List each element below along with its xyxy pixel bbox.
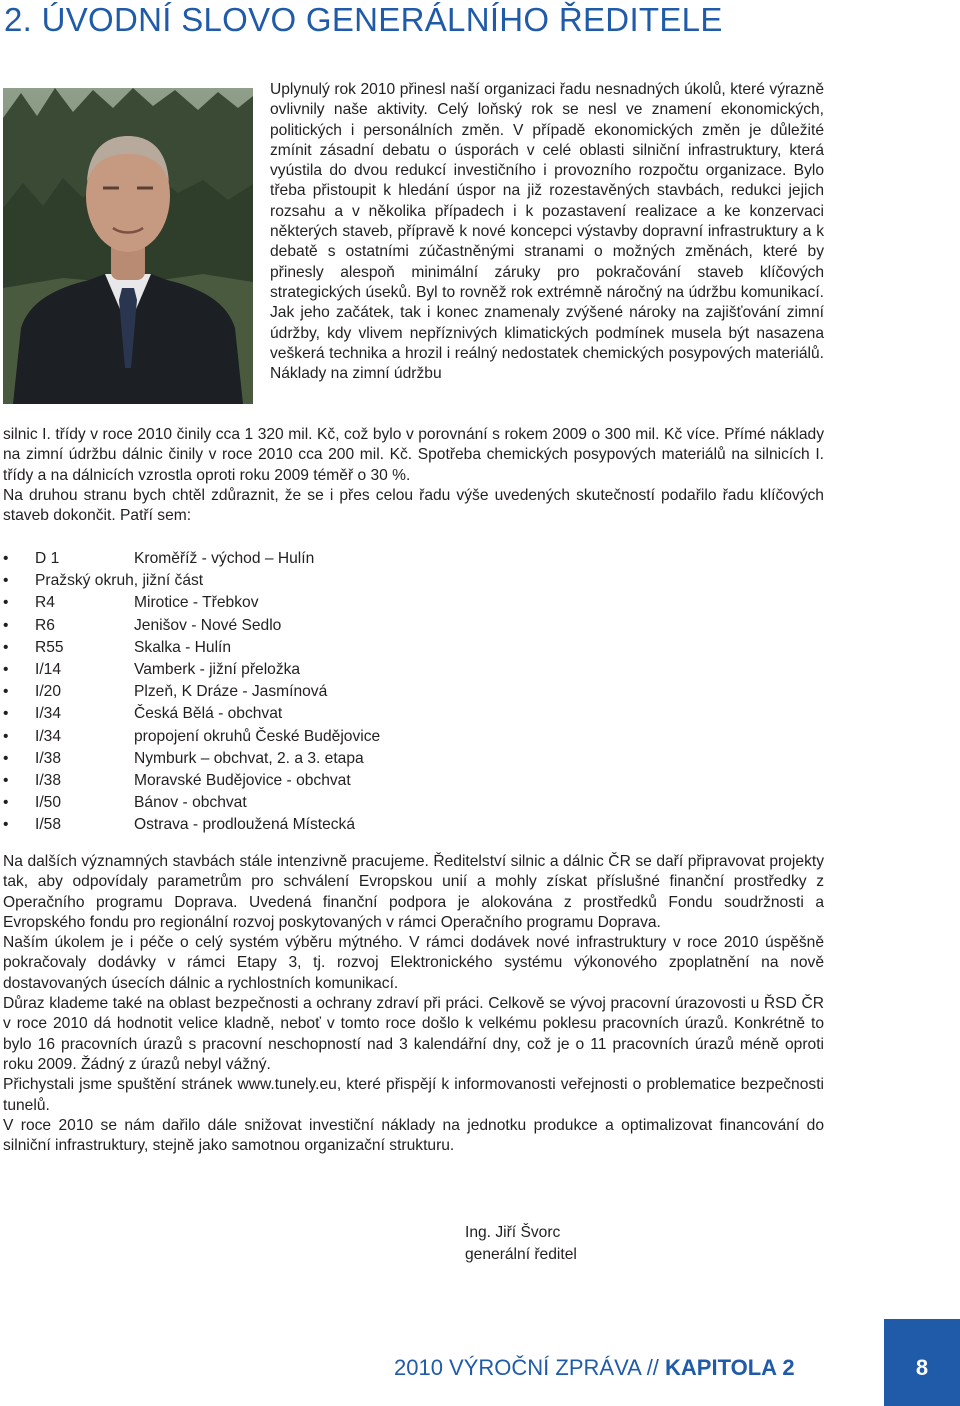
page-heading: 2. ÚVODNÍ SLOVO GENERÁLNÍHO ŘEDITELE (4, 1, 723, 38)
road-code: I/20 (35, 683, 62, 701)
bullet-icon: • (3, 594, 9, 612)
list-item (3, 726, 503, 748)
project-name: Vamberk - jižní přeložka (134, 660, 301, 678)
list-item (3, 570, 503, 592)
bullet-icon: • (3, 638, 9, 656)
project-name: Skalka - Hulín (134, 638, 232, 656)
road-code: I/34 (35, 705, 62, 723)
footer-title (394, 1354, 795, 1382)
page-number: 8 (915, 1355, 929, 1380)
project-name: Moravské Budějovice - obchvat (134, 771, 351, 789)
costs-paragraph: V roce 2010 se nám dařilo dále snižovat investiční náklady na jednotku produkce a optimalizovat financování do silniční infrastruktury, stejně jako samotnou organizační strukturu. (3, 1116, 824, 1155)
project-name: Ostrava - prodloužená Místecká (134, 816, 356, 834)
road-code: R6 (35, 616, 55, 634)
road-code: I/34 (35, 727, 62, 745)
road-code: Pražský okruh, jižní část (35, 572, 204, 590)
signatory-role: generální ředitel (465, 1246, 577, 1263)
project-name: Jenišov - Nové Sedlo (134, 616, 282, 634)
road-code: D 1 (35, 550, 60, 567)
project-name: Nymburk – obchvat, 2. a 3. etapa (134, 749, 364, 767)
bullet-icon: • (3, 727, 9, 745)
tunnels-paragraph: Přichystali jsme spuštění stránek www.tunely.eu, které přispějí k informovanosti veřejnosti o problematice bezpečnosti tunelů. (3, 1076, 824, 1114)
list-item (3, 792, 503, 814)
road-code: I/38 (35, 771, 62, 789)
project-name: Mirotice - Třebkov (134, 594, 259, 612)
list-item (3, 814, 503, 836)
road-code: I/58 (35, 816, 62, 834)
bullet-icon: • (3, 660, 9, 678)
intro-continuation (3, 425, 824, 526)
safety-paragraph: Důraz klademe také na oblast bezpečnosti a ochrany zdraví při práci. Celkově se vývoj pracovní úrazovosti u ŘSD ČR v roce 2010 dá hodnotit velice kladně, neboť v tomto roce došlo k velkému poklesu pracovních úrazů. Konkrétně to bylo 16 pracovních úrazů s pracovní neschopností nad 3 kalendářní dny, což je o 11 pracovních úrazů méně oproti roku 2009. Žádný z úrazů nebyl vážný. (3, 995, 824, 1073)
road-code: R55 (35, 638, 64, 656)
bullet-icon: • (3, 749, 9, 767)
bullet-icon: • (3, 771, 9, 789)
director-portrait (3, 88, 253, 404)
list-item (3, 592, 503, 614)
bullet-icon: • (3, 616, 9, 634)
list-item (3, 548, 503, 570)
completed-projects-list (3, 548, 503, 836)
completed-projects-intro: Na druhou stranu bych chtěl zdůraznit, že se i přes celou řadu výše uvedených skutečností podařilo řadu klíčových staveb dokončit. Patří sem: (3, 486, 824, 525)
road-code: I/38 (35, 749, 62, 767)
bullet-icon: • (3, 683, 9, 701)
list-item (3, 681, 503, 703)
intro-paragraph: Uplynulý rok 2010 přinesl naší organizaci řadu nesnadných úkolů, které výrazně ovlivnily naše aktivity. Celý loňský rok se nesl ve znamení ekonomických, politických i personálních změn. V případě ekonomických změn je důležité zmínit zásadní debatu o úsporách v celé oblasti silniční infrastruktury, která vyústila do dvou redukcí investičního i provozního rozpočtu organizace. Bylo třeba přistoupit k hledání úspor na již rozestavěných stavbách, redukci jejich rozsahu a v několika případech i k pozastavení realizace a ke konzervaci některých staveb, přípravě k nové koncepci výstavby dopravní infrastruktury a k debatě s ostatními zúčastněnými stranami o možných změnách, které by přinesly alespoň minimální záruky pro pokračování staveb klíčových strategických úseků. Byl to rovněž rok extrémně náročný na údržbu komunikací. Jak jeho začátek, tak i konec znamenaly zvýšené nároky na zajišťování zimní údržby, kdy vlivem nepříznivých klimatických podmínek musela být nasazena veškerá technika a hrozil i reálný nedostatek chemických posypových materiálů. Náklady na zimní údržbu (270, 81, 824, 383)
page-number-box (884, 1319, 960, 1406)
bullet-icon: • (3, 550, 9, 567)
signatory-name: Ing. Jiří Švorc (465, 1224, 561, 1241)
list-item (3, 703, 503, 725)
project-name: Kroměříž - východ – Hulín (134, 550, 315, 567)
project-name: Česká Bělá - obchvat (134, 705, 283, 723)
list-item (3, 615, 503, 637)
road-code: I/14 (35, 660, 62, 678)
closing-section (3, 852, 824, 1156)
project-name: Plzeň, K Dráze - Jasmínová (134, 683, 328, 701)
signature-block (465, 1222, 577, 1266)
road-code: I/50 (35, 794, 62, 812)
project-name: propojení okruhů České Budějovice (134, 727, 381, 745)
bullet-icon: • (3, 705, 9, 723)
bullet-icon: • (3, 794, 9, 812)
list-item (3, 770, 503, 792)
funding-paragraph: Na dalších významných stavbách stále intenzivně pracujeme. Ředitelství silnic a dálnic ČR se daří připravovat projekty tak, aby odpovídaly parametrům pro schválení Evropskou unií a mohly získat příslušné finanční prostředky z Operačního programu Doprava. Uvedená finanční podpora je alokována z prostředků Fondu soudržnosti a Evropského fondu pro regionální rozvoj poskytovaných v rámci Operačního programu Doprava. (3, 853, 824, 931)
bullet-icon: • (3, 572, 9, 590)
toll-paragraph: Naším úkolem je i péče o celý systém výběru mýtného. V rámci dodávek nové infrastruktury v roce 2010 úspěšně pokračovaly dodávky v rámci Etapy 3, tj. rozvoj Elektronického systému výkonového zpoplatnění na nově dostavovaných úsecích dálnic a rychlostních komunikací. (3, 934, 824, 992)
chapter-label: KAPITOLA 2 (665, 1355, 795, 1380)
road-code: R4 (35, 594, 55, 612)
project-name: Bánov - obchvat (134, 794, 247, 812)
list-item (3, 748, 503, 770)
list-item (3, 659, 503, 681)
list-item (3, 637, 503, 659)
winter-costs-paragraph: silnic I. třídy v roce 2010 činily cca 1 320 mil. Kč, což bylo v porovnání s rokem 2009 o 300 mil. Kč více. Přímé náklady na zimní údržbu dálnic činily v roce 2010 cca 200 mil. Kč. Spotřeba chemických posypových materiálů na silnicích I. třídy a na dálnicích vzrostla oproti roku 2009 téměř o 30 %. (3, 426, 824, 484)
report-title: 2010 VÝROČNÍ ZPRÁVA // (394, 1355, 666, 1380)
bullet-icon: • (3, 816, 9, 834)
